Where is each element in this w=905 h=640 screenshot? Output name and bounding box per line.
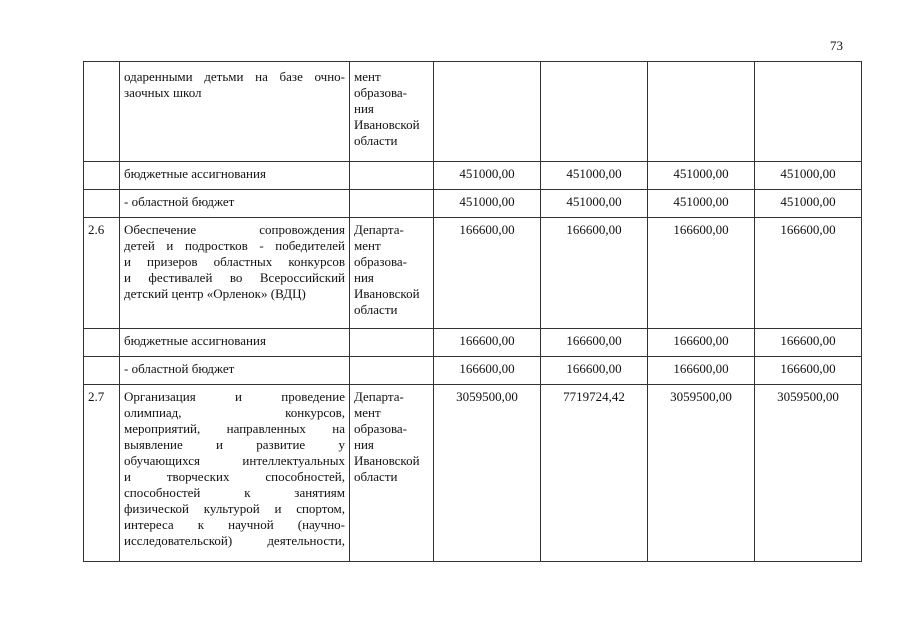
row-name-line: физической культурой и спортом, <box>124 501 345 516</box>
row-org-line: области <box>354 469 398 484</box>
row-value: 166600,00 <box>541 218 648 329</box>
row-value: 3059500,00 <box>648 385 755 562</box>
row-name-line: бюджетные ассигнования <box>124 333 266 348</box>
row-value: 451000,00 <box>541 162 648 190</box>
row-value: 166600,00 <box>755 329 862 357</box>
row-value: 166600,00 <box>755 357 862 385</box>
row-name-line: - областной бюджет <box>124 194 235 209</box>
row-name-line: обучающихся интеллектуальных <box>124 453 345 468</box>
row-org-line: области <box>354 302 398 317</box>
row-value: 3059500,00 <box>434 385 541 562</box>
row-value: 451000,00 <box>434 162 541 190</box>
table-row <box>84 190 862 218</box>
table-row <box>84 218 862 329</box>
row-name <box>120 62 350 162</box>
row-name-line: Обеспечение сопровождения <box>124 222 345 237</box>
row-org <box>350 218 434 329</box>
row-name-line: исследовательской) деятельности, <box>124 533 345 548</box>
row-name-line: и творческих способностей, <box>124 469 345 484</box>
row-org-line: мент <box>354 405 381 420</box>
row-org <box>350 357 434 385</box>
row-org <box>350 162 434 190</box>
row-value: 166600,00 <box>434 329 541 357</box>
row-name-line: Организация и проведение <box>124 389 345 404</box>
row-org-line: Департа- <box>354 389 404 404</box>
row-index <box>84 62 120 162</box>
row-index <box>84 190 120 218</box>
row-value: 451000,00 <box>541 190 648 218</box>
row-org <box>350 385 434 562</box>
row-org-line: Ивановской <box>354 286 420 301</box>
row-org-line: Ивановской <box>354 453 420 468</box>
row-value: 7719724,42 <box>541 385 648 562</box>
row-org <box>350 329 434 357</box>
row-index: 2.7 <box>84 385 120 562</box>
row-name-line: мероприятий, направленных на <box>124 421 345 436</box>
row-value: 166600,00 <box>648 357 755 385</box>
table-row <box>84 385 862 562</box>
row-name-line: - областной бюджет <box>124 361 235 376</box>
table-row <box>84 62 862 162</box>
row-value: 166600,00 <box>648 218 755 329</box>
row-name-line: заочных школ <box>124 85 202 100</box>
row-org-line: образова- <box>354 421 408 436</box>
row-org-line: ния <box>354 101 374 116</box>
row-name-line: детский центр «Орленок» (ВДЦ) <box>124 286 306 301</box>
table-row <box>84 329 862 357</box>
row-name <box>120 357 350 385</box>
row-org <box>350 62 434 162</box>
row-name <box>120 329 350 357</box>
row-name-line: способностей к занятиям <box>124 485 345 500</box>
page-number: 73 <box>830 38 843 53</box>
row-name <box>120 190 350 218</box>
row-org-line: ния <box>354 270 374 285</box>
row-org-line: Департа- <box>354 222 404 237</box>
row-index <box>84 357 120 385</box>
row-org-line: образова- <box>354 254 408 269</box>
row-name-line: и фестивалей во Всероссийский <box>124 270 345 285</box>
table-row <box>84 357 862 385</box>
row-name <box>120 385 350 562</box>
row-org <box>350 190 434 218</box>
budget-table <box>83 61 862 562</box>
row-value: 451000,00 <box>648 190 755 218</box>
row-value: 451000,00 <box>648 162 755 190</box>
row-value <box>541 62 648 162</box>
row-org-line: ния <box>354 437 374 452</box>
row-value <box>434 62 541 162</box>
row-name-line: бюджетные ассигнования <box>124 166 266 181</box>
row-value: 166600,00 <box>648 329 755 357</box>
row-org-line: Ивановской <box>354 117 420 132</box>
row-index <box>84 329 120 357</box>
row-name-line: олимпиад, конкурсов, <box>124 405 345 420</box>
row-value: 451000,00 <box>755 162 862 190</box>
row-org-line: мент <box>354 69 381 84</box>
row-value <box>755 62 862 162</box>
row-value: 3059500,00 <box>755 385 862 562</box>
row-value: 451000,00 <box>755 190 862 218</box>
row-value <box>648 62 755 162</box>
row-value: 166600,00 <box>541 357 648 385</box>
row-value: 166600,00 <box>434 357 541 385</box>
row-name-line: выявление и развитие у <box>124 437 345 452</box>
row-name-line: детей и подростков - победителей <box>124 238 345 253</box>
row-name-line: и призеров областных конкурсов <box>124 254 345 269</box>
row-org-line: образова- <box>354 85 408 100</box>
row-index: 2.6 <box>84 218 120 329</box>
table-row <box>84 162 862 190</box>
row-org-line: области <box>354 133 398 148</box>
row-value: 166600,00 <box>541 329 648 357</box>
row-value: 166600,00 <box>434 218 541 329</box>
row-org-line: мент <box>354 238 381 253</box>
row-value: 166600,00 <box>755 218 862 329</box>
row-name <box>120 218 350 329</box>
row-name-line: интереса к научной (научно- <box>124 517 345 532</box>
row-value: 451000,00 <box>434 190 541 218</box>
row-name <box>120 162 350 190</box>
row-name-line: одаренными детьми на базе очно- <box>124 69 345 84</box>
row-index <box>84 162 120 190</box>
